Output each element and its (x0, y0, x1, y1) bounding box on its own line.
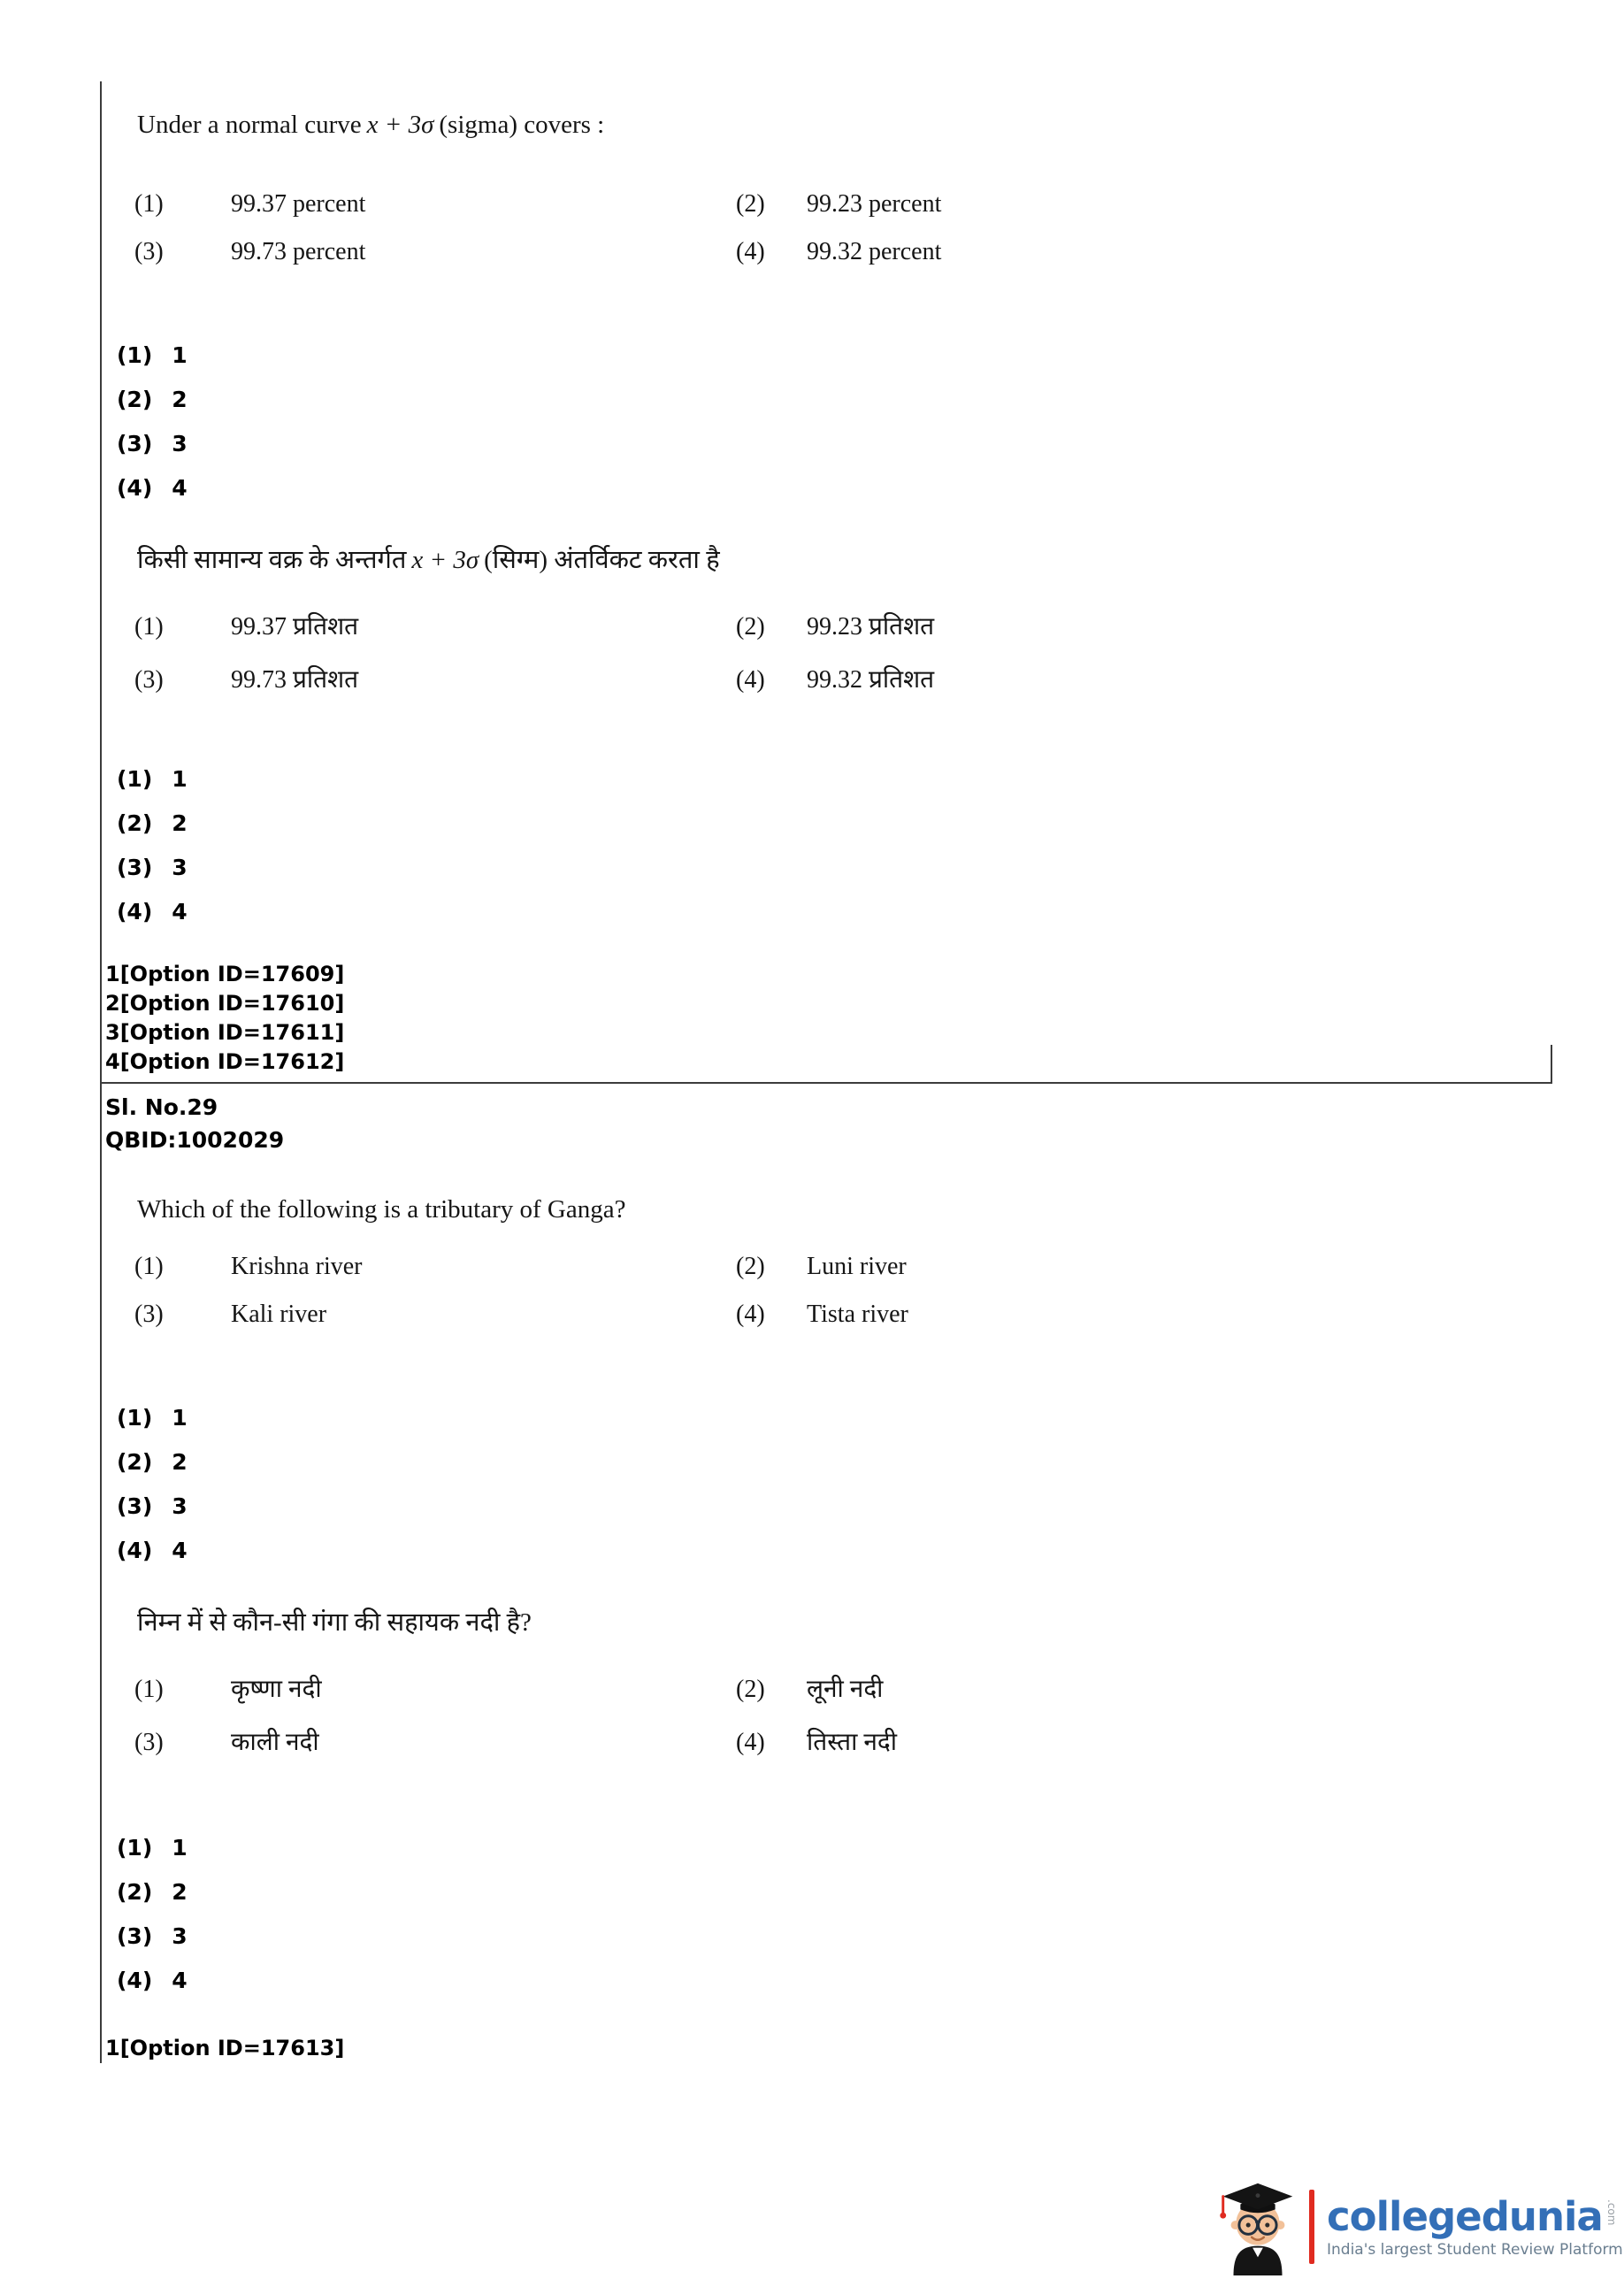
answer-number: (4) (117, 898, 153, 925)
answer-option (117, 1395, 1551, 1439)
option-label: 99.37 percent (231, 190, 366, 218)
answer-option (117, 421, 1551, 465)
answer-value: 4 (172, 1967, 188, 1993)
option-id-line: 1[Option ID=17609] (105, 962, 345, 986)
answer-value: 4 (172, 898, 188, 925)
answer-number: (3) (117, 1492, 153, 1519)
option-label: काली नदी (231, 1729, 319, 1756)
collegedunia-logo (1214, 2178, 1623, 2275)
question-text: निम्न में से कौन-सी गंगा की सहायक नदी है? (137, 1608, 532, 1637)
mascot-graduate-icon (1214, 2178, 1302, 2275)
option-id-list (102, 960, 1551, 1077)
option-number: (2) (736, 613, 765, 641)
answer-value: 4 (172, 1537, 188, 1563)
answer-number: (4) (117, 1967, 153, 1993)
option-label: कृष्णा नदी (231, 1676, 322, 1703)
option-number: (1) (134, 190, 164, 218)
answer-option (117, 333, 1551, 377)
answer-option (117, 889, 1551, 933)
option-label: 99.73 प्रतिशत (231, 666, 359, 694)
option-number: (3) (134, 1729, 164, 1756)
option-number: (1) (134, 1676, 164, 1703)
table-right-border (1551, 1045, 1552, 1084)
answer-number: (2) (117, 1878, 153, 1905)
answer-number: (3) (117, 430, 153, 457)
section-divider (102, 1082, 1551, 1084)
answer-number: (1) (117, 341, 153, 368)
answer-number: (1) (117, 1834, 153, 1861)
options-grid-hi (102, 1673, 1551, 1760)
question-prefix: किसी सामान्य वक्र के अन्तर्गत (137, 546, 407, 574)
answer-options-list (102, 333, 1551, 510)
option-number: (3) (134, 666, 164, 694)
answer-value: 1 (172, 1834, 188, 1861)
option-id-line: 3[Option ID=17611] (105, 1020, 345, 1045)
option-number: (3) (134, 1301, 164, 1328)
question-block-28 (102, 108, 1551, 1077)
question-block-29 (102, 1091, 1551, 2063)
option-number: (4) (736, 1729, 765, 1756)
option-label: 99.23 percent (807, 190, 942, 218)
answer-value: 2 (172, 810, 188, 836)
brand-red-bar (1309, 2190, 1314, 2264)
question-suffix: (sigma) covers : (439, 111, 605, 139)
option-number: (4) (736, 1301, 765, 1328)
answer-value: 3 (172, 430, 188, 457)
answer-number: (2) (117, 1448, 153, 1475)
answer-options-list (102, 1825, 1551, 2002)
answer-option (117, 756, 1551, 801)
answer-options-list (102, 756, 1551, 933)
option-label: 99.23 प्रतिशत (807, 613, 935, 641)
question-text: Which of the following is a tributary of Ganga? (137, 1195, 626, 1224)
question-suffix: (सिग्म) अंतर्विकट करता है (484, 546, 720, 574)
answer-value: 4 (172, 474, 188, 501)
answer-value: 2 (172, 1878, 188, 1905)
question-text-en (102, 108, 1551, 142)
math-expression: x + 3σ (366, 111, 434, 139)
answer-options-list (102, 1395, 1551, 1572)
answer-option (117, 465, 1551, 510)
answer-option (117, 1825, 1551, 1869)
options-grid-hi (102, 610, 1551, 697)
brand-name: collegedunia (1327, 2192, 1603, 2240)
option-number: (2) (736, 190, 765, 218)
answer-option (117, 1914, 1551, 1958)
answer-number: (1) (117, 765, 153, 792)
option-id-line: 4[Option ID=17612] (105, 1049, 345, 1074)
answer-option (117, 1484, 1551, 1528)
answer-number: (2) (117, 386, 153, 412)
answer-value: 1 (172, 765, 188, 792)
options-grid-en (102, 188, 1551, 269)
answer-number: (1) (117, 1404, 153, 1431)
answer-number: (4) (117, 1537, 153, 1563)
answer-option (117, 801, 1551, 845)
math-expression: x + 3σ (411, 546, 479, 574)
answer-option (117, 1439, 1551, 1484)
option-id-list (102, 2034, 1551, 2063)
answer-option (117, 1869, 1551, 1914)
answer-value: 3 (172, 1922, 188, 1949)
option-id-line: 2[Option ID=17610] (105, 991, 345, 1016)
option-label: तिस्ता नदी (807, 1729, 897, 1756)
answer-option (117, 845, 1551, 889)
option-number: (2) (736, 1676, 765, 1703)
answer-value: 2 (172, 386, 188, 412)
question-meta (102, 1091, 1551, 1156)
option-number: (3) (134, 238, 164, 265)
answer-value: 2 (172, 1448, 188, 1475)
answer-number: (3) (117, 1922, 153, 1949)
options-grid-en (102, 1250, 1551, 1331)
option-label: Krishna river (231, 1253, 363, 1280)
answer-number: (4) (117, 474, 153, 501)
brand-tagline: India's largest Student Review Platform (1327, 2240, 1623, 2259)
answer-option (117, 1528, 1551, 1572)
option-label: 99.37 प्रतिशत (231, 613, 359, 641)
option-number: (1) (134, 1253, 164, 1280)
option-number: (4) (736, 666, 765, 694)
answer-value: 3 (172, 854, 188, 880)
answer-value: 1 (172, 341, 188, 368)
qbid: QBID:1002029 (105, 1127, 285, 1153)
brand-tld: .com (1605, 2198, 1618, 2225)
answer-option (117, 377, 1551, 421)
option-id-line: 1[Option ID=17613] (105, 2036, 345, 2060)
option-number: (1) (134, 613, 164, 641)
answer-value: 3 (172, 1492, 188, 1519)
question-prefix: Under a normal curve (137, 111, 362, 139)
option-label: Kali river (231, 1301, 327, 1328)
option-label: 99.32 प्रतिशत (807, 666, 935, 694)
option-label: Tista river (807, 1301, 908, 1328)
serial-number: Sl. No.29 (105, 1094, 218, 1120)
question-text-hi (102, 1606, 1551, 1639)
answer-number: (3) (117, 854, 153, 880)
option-number: (2) (736, 1253, 765, 1280)
option-number: (4) (736, 238, 765, 265)
answer-value: 1 (172, 1404, 188, 1431)
brand-text (1327, 2192, 1623, 2259)
question-text-hi (102, 543, 1551, 577)
option-label: Luni river (807, 1253, 907, 1280)
option-label: 99.73 percent (231, 238, 366, 265)
answer-number: (2) (117, 810, 153, 836)
question-text-en (102, 1193, 1551, 1226)
option-label: 99.32 percent (807, 238, 942, 265)
answer-option (117, 1958, 1551, 2002)
content-frame (100, 81, 1551, 2063)
option-label: लूनी नदी (807, 1676, 884, 1703)
